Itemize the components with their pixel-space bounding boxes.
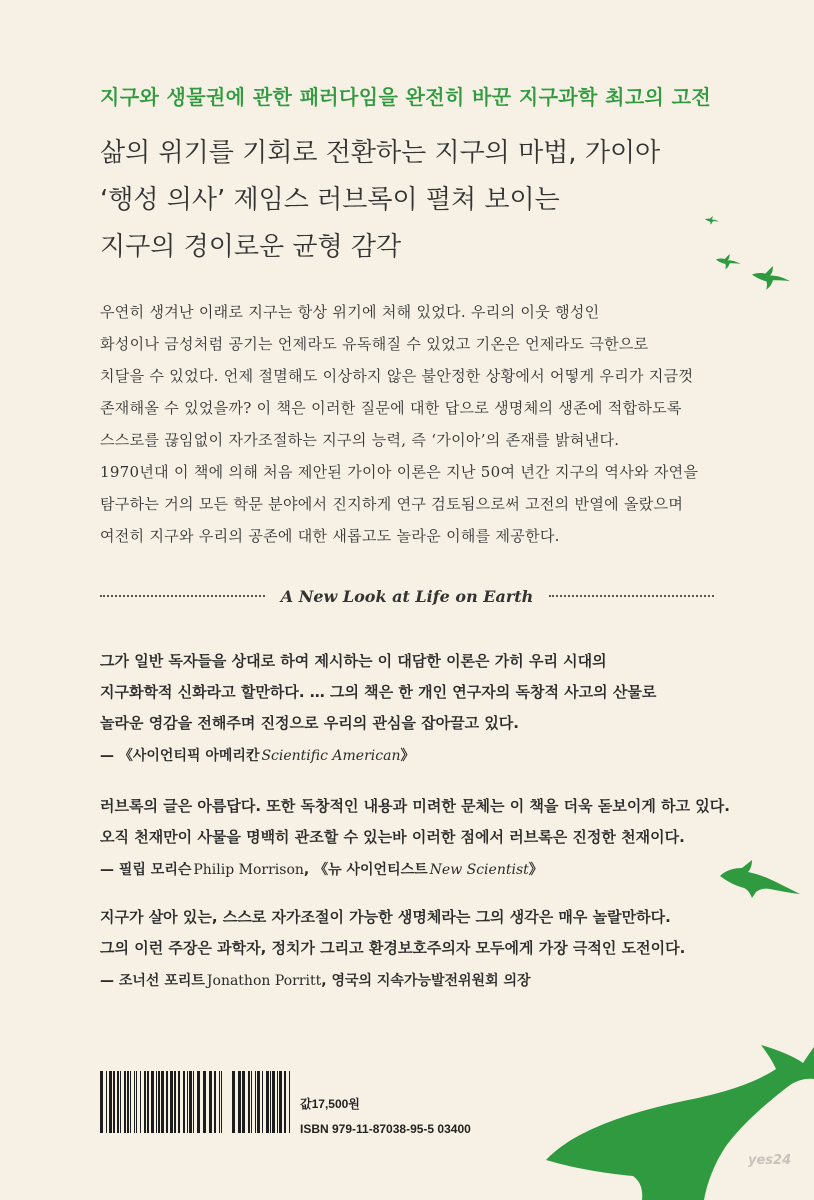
description-line: 화성이나 금성처럼 공기는 언제라도 유독해질 수 있었고 기온은 언제라도 극한으로	[100, 335, 649, 353]
barcode-bar	[117, 1071, 119, 1133]
title-line: 지구의 경이로운 균형 감각	[100, 232, 402, 262]
review-quote	[100, 646, 800, 772]
attribution-author-en: Jonathon Porritt	[206, 973, 322, 989]
attribution-text: , 《뉴 사이언티스트	[303, 862, 428, 878]
cover-title	[100, 130, 700, 271]
dotted-rule-right	[549, 595, 714, 597]
description-line: 스스로를 끊임없이 자가조절하는 지구의 능력, 즉 ‘가이아’의 존재를 밝혀낸다.	[100, 431, 620, 449]
book-description	[100, 296, 780, 552]
barcode-bar	[183, 1071, 185, 1133]
description-line: 치달을 수 있었다. 언제 절멸해도 이상하지 않은 불안정한 상황에서 어떻게 우리가 지금껏	[100, 367, 694, 385]
title-line: 삶의 위기를 기회로 전환하는 지구의 마법, 가이아	[100, 138, 661, 168]
cover-headline: 지구와 생물권에 관한 패러다임을 완전히 바꾼 지구과학 최고의 고전	[100, 85, 712, 109]
barcode-bar	[109, 1071, 112, 1133]
barcode-bar	[156, 1071, 157, 1133]
review-quote	[100, 791, 800, 886]
attribution-text: 》	[400, 748, 415, 764]
barcode-bar	[113, 1071, 115, 1133]
review-line: 그의 이런 주장은 과학자, 정치가 그리고 환경보호주의자 모두에게 가장 극적인 도전이다.	[100, 939, 686, 957]
barcode-bar	[174, 1071, 176, 1133]
barcode-bar	[178, 1071, 180, 1133]
barcode-bar	[262, 1071, 263, 1133]
barcode-bar	[124, 1071, 126, 1133]
review-attribution	[100, 855, 800, 886]
barcode-bar	[100, 1071, 103, 1133]
barcode-bar	[120, 1071, 121, 1133]
bird-icon	[716, 254, 741, 270]
dotted-rule-left	[100, 595, 265, 597]
barcode-bar	[158, 1071, 160, 1133]
barcode-bar	[284, 1071, 286, 1133]
review-attribution	[100, 966, 800, 997]
description-line: 우연히 생겨난 이래로 지구는 항상 위기에 처해 있었다. 우리의 이웃 행성인	[100, 303, 600, 321]
barcode-bar	[127, 1071, 129, 1133]
review-attribution	[100, 741, 800, 772]
review-line: 놀라운 영감을 전해주며 진정으로 우리의 관심을 잡아끌고 있다.	[100, 714, 519, 732]
barcode-bar	[197, 1071, 200, 1133]
review-line: 러브록의 글은 아름답다. 또한 독창적인 내용과 미려한 문체는 이 책을 더욱 돋보이게 하고 있다.	[100, 797, 730, 815]
description-line: 여전히 지구와 우리의 공존에 대한 새롭고도 놀라운 이해를 제공한다.	[100, 527, 560, 545]
barcode-bar	[289, 1071, 290, 1133]
divider-subtitle: A New Look at Life on Earth	[280, 586, 534, 606]
barcode-bar	[232, 1071, 235, 1133]
barcode-bar	[106, 1071, 107, 1133]
attribution-text: 》	[528, 862, 543, 878]
barcode-bar	[187, 1071, 188, 1133]
barcode-bar	[257, 1071, 260, 1133]
attribution-author-en: Philip Morrison	[193, 862, 304, 878]
barcode-bar	[147, 1071, 149, 1133]
barcode-bar	[193, 1071, 194, 1133]
bird-icon	[752, 266, 790, 290]
attribution-source-en: Scientific American	[261, 748, 401, 764]
barcode-bar	[242, 1071, 245, 1133]
barcode-bar	[134, 1071, 135, 1133]
attribution-text: , 영국의 지속가능발전위원회 의장	[321, 973, 531, 989]
barcode-bar	[166, 1071, 168, 1133]
review-line: 지구화학적 신화라고 할만하다. … 그의 책은 한 개인 연구자의 독창적 사고의 산물로	[100, 683, 657, 701]
title-line: ‘행성 의사’ 제임스 러브록이 펼쳐 보이는	[100, 185, 560, 215]
barcode-bar	[161, 1071, 164, 1133]
whale-illustration	[546, 1045, 814, 1200]
attribution-source-en: New Scientist	[429, 862, 529, 878]
barcode-bar	[144, 1071, 146, 1133]
section-divider	[100, 585, 714, 607]
barcode-bar	[255, 1071, 256, 1133]
barcode-bar	[251, 1071, 252, 1133]
attribution-text: — 필립 모리슨	[100, 862, 192, 878]
description-line: 탐구하는 거의 모든 학문 분야에서 진지하게 연구 검토됨으로써 고전의 반열에 올랐으며	[100, 495, 684, 513]
watermark-logo: yes24	[748, 1153, 792, 1168]
barcode-bar	[219, 1071, 220, 1133]
barcode-bar	[170, 1071, 173, 1133]
barcode-bar	[151, 1071, 154, 1133]
review-quote	[100, 902, 800, 997]
bird-icon	[705, 216, 719, 225]
barcode-bar	[266, 1071, 269, 1133]
review-line: 오직 천재만이 사물을 명백히 관조할 수 있는바 이러한 점에서 러브록은 진정한 천재이다.	[100, 828, 685, 846]
description-line: 1970년대 이 책에 의해 처음 제안된 가이아 이론은 지난 50여 년간 지구의 역사와 자연을	[100, 463, 699, 481]
barcode-bar	[238, 1071, 241, 1133]
barcode-bar	[130, 1071, 131, 1133]
barcode-bar	[248, 1071, 250, 1133]
barcode-bar	[221, 1071, 222, 1133]
barcode-bar	[270, 1071, 271, 1133]
price-label: 값17,500원	[300, 1097, 360, 1111]
attribution-text: — 《사이언티픽 아메리칸	[100, 748, 260, 764]
barcode-bar	[203, 1071, 206, 1133]
review-line: 지구가 살아 있는, 스스로 자가조절이 가능한 생명체라는 그의 생각은 매우 놀랄만하다.	[100, 908, 671, 926]
isbn-label: ISBN 979-11-87038-95-5 03400	[300, 1122, 471, 1136]
description-line: 존재해올 수 있었을까? 이 책은 이러한 질문에 대한 답으로 생명체의 생존에 적합하도록	[100, 399, 682, 417]
barcode-bar	[209, 1071, 212, 1133]
barcode-bar	[136, 1071, 137, 1133]
barcode-bar	[277, 1071, 278, 1133]
barcode-bar	[279, 1071, 282, 1133]
barcode-addon-icon	[232, 1071, 292, 1133]
barcode-icon	[100, 1071, 222, 1133]
attribution-text: — 조너선 포리트	[100, 973, 205, 989]
barcode-bar	[214, 1071, 216, 1133]
barcode-bar	[140, 1071, 141, 1133]
review-line: 그가 일반 독자들을 상대로 하여 제시하는 이 대담한 이론은 가히 우리 시대의	[100, 652, 607, 670]
barcode-bar	[272, 1071, 275, 1133]
barcode-bar	[189, 1071, 192, 1133]
